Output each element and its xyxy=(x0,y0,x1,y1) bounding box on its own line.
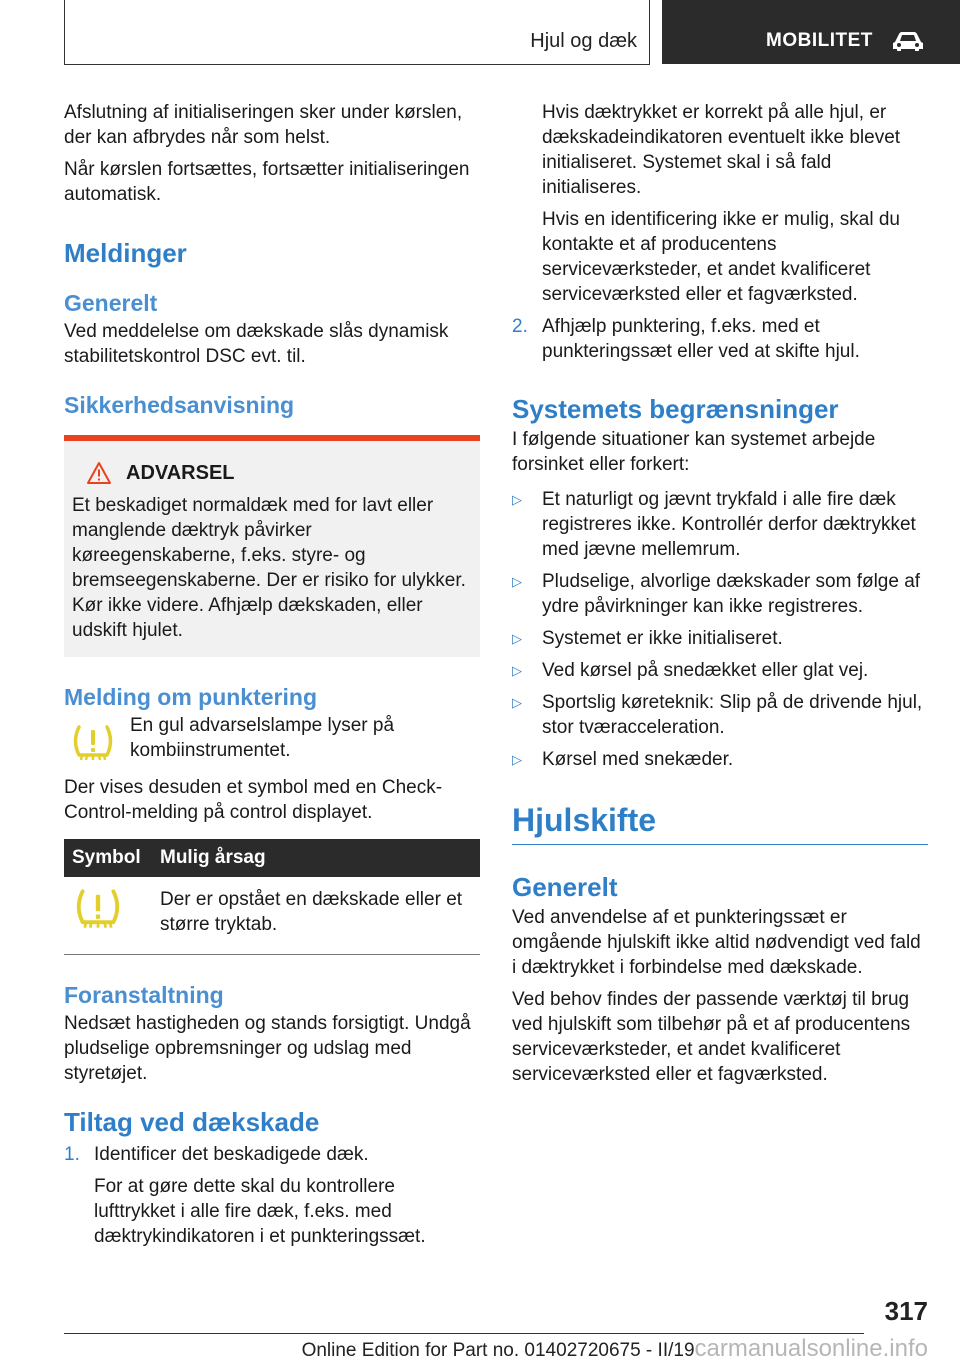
paragraph: Hvis dæktrykket er korrekt på alle hjul, er dækskadeindikatoren eventuelt ikke blevet initialiseret. Systemet skal i så fald initialiseres. xyxy=(542,102,901,198)
table-cell-cause: Der er opstået en dækskade eller et større tryktab. xyxy=(152,877,480,955)
tire-pressure-warning-icon xyxy=(70,723,116,763)
limitations-list xyxy=(512,487,928,772)
paragraph: Når kørslen fortsættes, fortsætter initialiseringen automatisk. xyxy=(64,159,470,205)
table-header-symbol: Symbol xyxy=(64,839,152,877)
list-item xyxy=(512,747,928,772)
right-column xyxy=(512,100,928,1094)
symbol-table xyxy=(64,839,480,955)
footer-divider xyxy=(64,1333,864,1334)
paragraph: Ved meddelelse om dækskade slås dynamisk stabilitetskontrol DSC evt. til. xyxy=(64,321,449,367)
heading-generelt: Generelt xyxy=(512,872,618,902)
heading-systemets-begraensninger: Systemets begrænsninger xyxy=(512,394,839,424)
tire-pressure-warning-icon xyxy=(72,887,124,931)
header-chapter-label: MOBILITET xyxy=(766,30,873,51)
paragraph: Nedsæt hastigheden og stands forsigtigt. Undgå pludselige opbremsninger og udslag med styretøjet. xyxy=(64,1013,471,1084)
paragraph: Ved anvendelse af et punkteringssæt er omgående hjulskift ikke altid nødvendigt ved fald i dæktrykket i forbindelse med dækskade. xyxy=(512,907,921,978)
warning-box xyxy=(64,435,480,657)
table-header-row xyxy=(64,839,480,877)
list-item-text: Ved kørsel på snedækket eller glat vej. xyxy=(542,660,869,681)
list-item xyxy=(64,1142,480,1256)
left-column xyxy=(64,100,480,1256)
paragraph: Der vises desuden et symbol med en Check-Control-melding på control displayet. xyxy=(64,777,443,823)
heading-generelt: Generelt xyxy=(64,290,158,316)
list-item xyxy=(512,487,928,562)
list-item-text: Sportslig køreteknik: Slip på de drivende hjul, stor tværacceleration. xyxy=(542,692,923,738)
list-item-text: Identificer det beskadigede dæk. xyxy=(94,1144,369,1165)
edition-text: Online Edition for Part no. 01402720675 - II/19 xyxy=(301,1340,695,1361)
header-frame xyxy=(64,0,650,65)
car-icon xyxy=(891,30,925,52)
list-item xyxy=(512,569,928,619)
bullet-triangle-icon: ▷ xyxy=(512,752,522,767)
warning-title-text: ADVARSEL xyxy=(126,461,235,484)
table-row xyxy=(64,877,480,955)
list-item-text: Et naturligt og jævnt trykfald i alle fire dæk registreres ikke. Kontrollér derfor dæktrykket med jævne mellemrum. xyxy=(542,489,916,560)
bullet-triangle-icon: ▷ xyxy=(512,492,522,507)
header-chapter-tab xyxy=(662,0,960,64)
bullet-triangle-icon: ▷ xyxy=(512,631,522,646)
heading-melding-om-punktering: Melding om punktering xyxy=(64,684,317,710)
list-item xyxy=(512,626,928,651)
heading-meldinger: Meldinger xyxy=(64,238,187,268)
list-item-text: Systemet er ikke initialiseret. xyxy=(542,628,783,649)
lamp-description: En gul advarselslampe lyser på kombiinstrumentet. xyxy=(130,715,395,761)
header-section-title: Hjul og dæk xyxy=(530,30,637,52)
list-item-subtext: For at gøre dette skal du kontrollere lufttrykket i alle fire dæk, f.eks. med dæktrykindikatoren i et punkteringssæt. xyxy=(94,1176,426,1247)
list-item xyxy=(512,690,928,740)
heading-tiltag-ved-daekskade: Tiltag ved dækskade xyxy=(64,1107,320,1137)
footer-edition xyxy=(302,1335,928,1363)
list-item xyxy=(512,314,928,371)
warning-triangle-icon xyxy=(86,461,112,485)
page-number: 317 xyxy=(884,1296,928,1326)
watermark-text: carmanualsonline.info xyxy=(694,1335,928,1362)
numbered-list xyxy=(64,1142,480,1256)
warning-title xyxy=(72,461,470,485)
list-item-continued xyxy=(512,100,928,314)
bullet-triangle-icon: ▷ xyxy=(512,663,522,678)
list-item xyxy=(512,658,928,683)
numbered-list-continued xyxy=(512,100,928,371)
table-header-cause: Mulig årsag xyxy=(152,839,480,877)
list-item-text: Kørsel med snekæder. xyxy=(542,749,734,770)
heading-sikkerhedsanvisning: Sikkerhedsanvisning xyxy=(64,392,295,418)
paragraph: Ved behov findes der passende værktøj til brug ved hjulskift som tilbehør på et af producentens serviceværksteder, et andet kvalificeret serviceværksted eller et fagværksted. xyxy=(512,989,911,1085)
heading-hjulskifte: Hjulskifte xyxy=(512,800,928,845)
list-item-text: Afhjælp punktering, f.eks. med et punkteringssæt eller ved at skifte hjul. xyxy=(542,316,860,362)
warning-text: Et beskadiget normaldæk med for lavt eller manglende dæktryk påvirker køreegenskaberne, f.eks. styre- og bremseegenskaberne. Der er risiko for ulykker. Kør ikke videre. Afhjælp dækskaden, eller udskift hjulet. xyxy=(72,495,466,641)
paragraph: I følgende situationer kan systemet arbejde forsinket eller forkert: xyxy=(512,429,876,475)
paragraph: Afslutning af initialiseringen sker under kørslen, der kan afbrydes når som helst. xyxy=(64,102,463,148)
list-item-number: 1. xyxy=(64,1144,80,1165)
table-cell-symbol xyxy=(64,877,152,955)
heading-foranstaltning: Foranstaltning xyxy=(64,982,224,1008)
bullet-triangle-icon: ▷ xyxy=(512,574,522,589)
lamp-description-row xyxy=(64,713,480,763)
bullet-triangle-icon: ▷ xyxy=(512,695,522,710)
list-item-text: Pludselige, alvorlige dækskader som følge af ydre påvirkninger kan ikke registreres. xyxy=(542,571,921,617)
list-item-number: 2. xyxy=(512,316,528,337)
paragraph: Hvis en identificering ikke er mulig, skal du kontakte et af producentens serviceværksteder, et andet kvalificeret serviceværksted eller et fagværksted. xyxy=(542,209,900,305)
